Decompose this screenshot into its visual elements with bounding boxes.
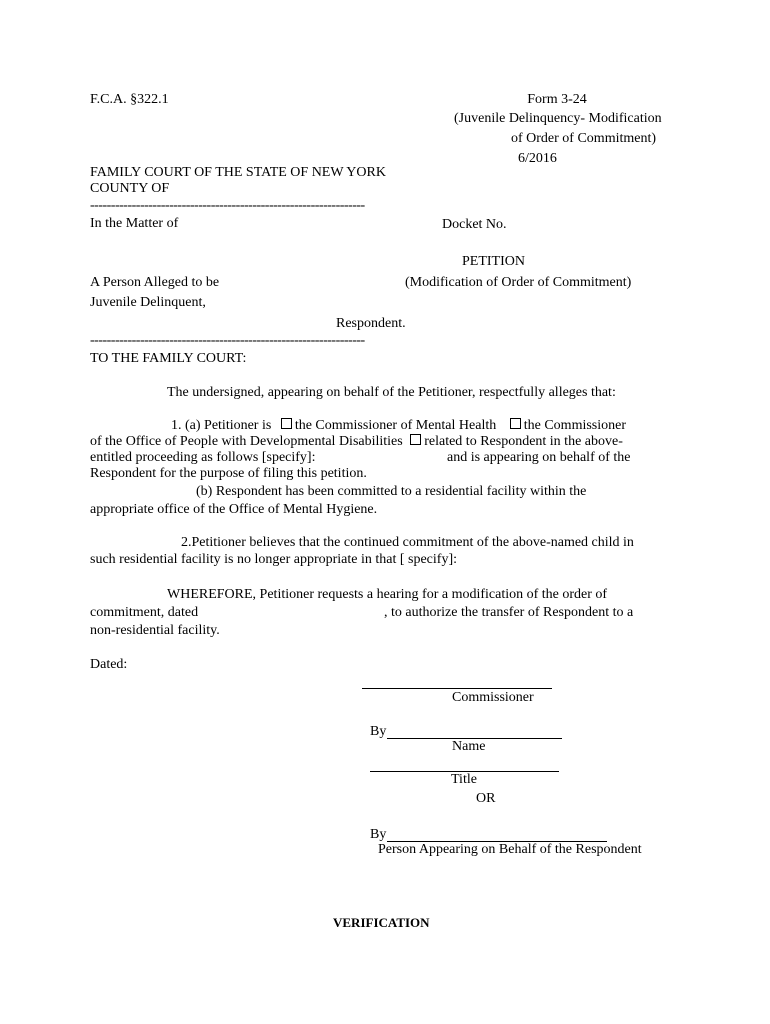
commissioner-mental-health-label: the Commissioner of Mental Health bbox=[294, 418, 497, 433]
respondent-label: Respondent. bbox=[336, 316, 406, 331]
petitioner-line3b: and is appearing on behalf of the bbox=[447, 450, 631, 465]
petitioner-lead: 1. (a) Petitioner is bbox=[171, 418, 272, 433]
title-caption: Title bbox=[451, 772, 477, 787]
petitioner-believes-line1: 2.Petitioner believes that the continued commitment of the above-named child in bbox=[181, 535, 634, 550]
name-caption: Name bbox=[452, 739, 486, 754]
respondent-committed-line2: appropriate office of the Office of Mental Hygiene. bbox=[90, 502, 378, 517]
petitioner-line2 bbox=[90, 433, 623, 450]
respondent-description-line2: Juvenile Delinquent, bbox=[90, 295, 206, 310]
commissioner-opwdd-label: the Commissioner bbox=[523, 418, 627, 433]
by-label-2: By bbox=[370, 827, 387, 842]
respondent-description-line1: A Person Alleged to be bbox=[90, 275, 220, 290]
in-the-matter-of: In the Matter of bbox=[90, 216, 179, 231]
related-to-respondent-label: related to Respondent in the above- bbox=[424, 434, 623, 449]
county-label: COUNTY OF bbox=[90, 181, 170, 196]
commissioner-mental-health-checkbox[interactable] bbox=[281, 418, 292, 429]
statute-reference: F.C.A. §322.1 bbox=[90, 92, 169, 107]
petition-heading: PETITION bbox=[462, 254, 525, 269]
court-name: FAMILY COURT OF THE STATE OF NEW YORK bbox=[90, 165, 386, 180]
form-date: 6/2016 bbox=[518, 151, 557, 166]
or-label: OR bbox=[476, 791, 496, 806]
commissioner-opwdd-checkbox[interactable] bbox=[510, 418, 521, 429]
verification-heading: VERIFICATION bbox=[333, 915, 430, 930]
petitioner-line4: Respondent for the purpose of filing this petition. bbox=[90, 466, 367, 481]
form-title-line1: (Juvenile Delinquency- Modification bbox=[454, 111, 662, 126]
petition-subtitle: (Modification of Order of Commitment) bbox=[405, 275, 632, 290]
wherefore-line1: WHEREFORE, Petitioner requests a hearing for a modification of the order of bbox=[167, 587, 608, 602]
to-family-court: TO THE FAMILY COURT: bbox=[90, 351, 247, 366]
petitioner-line1 bbox=[171, 417, 626, 434]
petitioner-believes-line2: such residential facility is no longer appropriate in that [ specify]: bbox=[90, 552, 457, 567]
person-appearing-caption: Person Appearing on Behalf of the Respondent bbox=[378, 842, 642, 857]
respondent-committed-line1: (b) Respondent has been committed to a residential facility within the bbox=[196, 484, 587, 499]
wherefore-line3: non-residential facility. bbox=[90, 623, 220, 638]
dated-label: Dated: bbox=[90, 657, 128, 672]
caption-divider-bottom: ------------------------------------------------------------------ bbox=[90, 333, 365, 348]
by-label-1: By bbox=[370, 724, 387, 739]
caption-divider-top: ------------------------------------------------------------------ bbox=[90, 198, 365, 213]
intro-paragraph: The undersigned, appearing on behalf of the Petitioner, respectfully alleges that: bbox=[167, 385, 616, 400]
commissioner-caption: Commissioner bbox=[452, 690, 534, 705]
form-number: Form 3-24 bbox=[527, 92, 587, 107]
wherefore-line2a: commitment, dated bbox=[90, 605, 199, 620]
docket-number-label: Docket No. bbox=[442, 217, 507, 232]
related-to-respondent-checkbox[interactable] bbox=[410, 434, 421, 445]
form-title-line2: of Order of Commitment) bbox=[511, 131, 657, 146]
wherefore-line2b: , to authorize the transfer of Respondent to a bbox=[384, 605, 634, 620]
petitioner-line3a: entitled proceeding as follows [specify]: bbox=[90, 450, 316, 465]
opwdd-text: of the Office of People with Developmental Disabilities bbox=[90, 434, 403, 449]
